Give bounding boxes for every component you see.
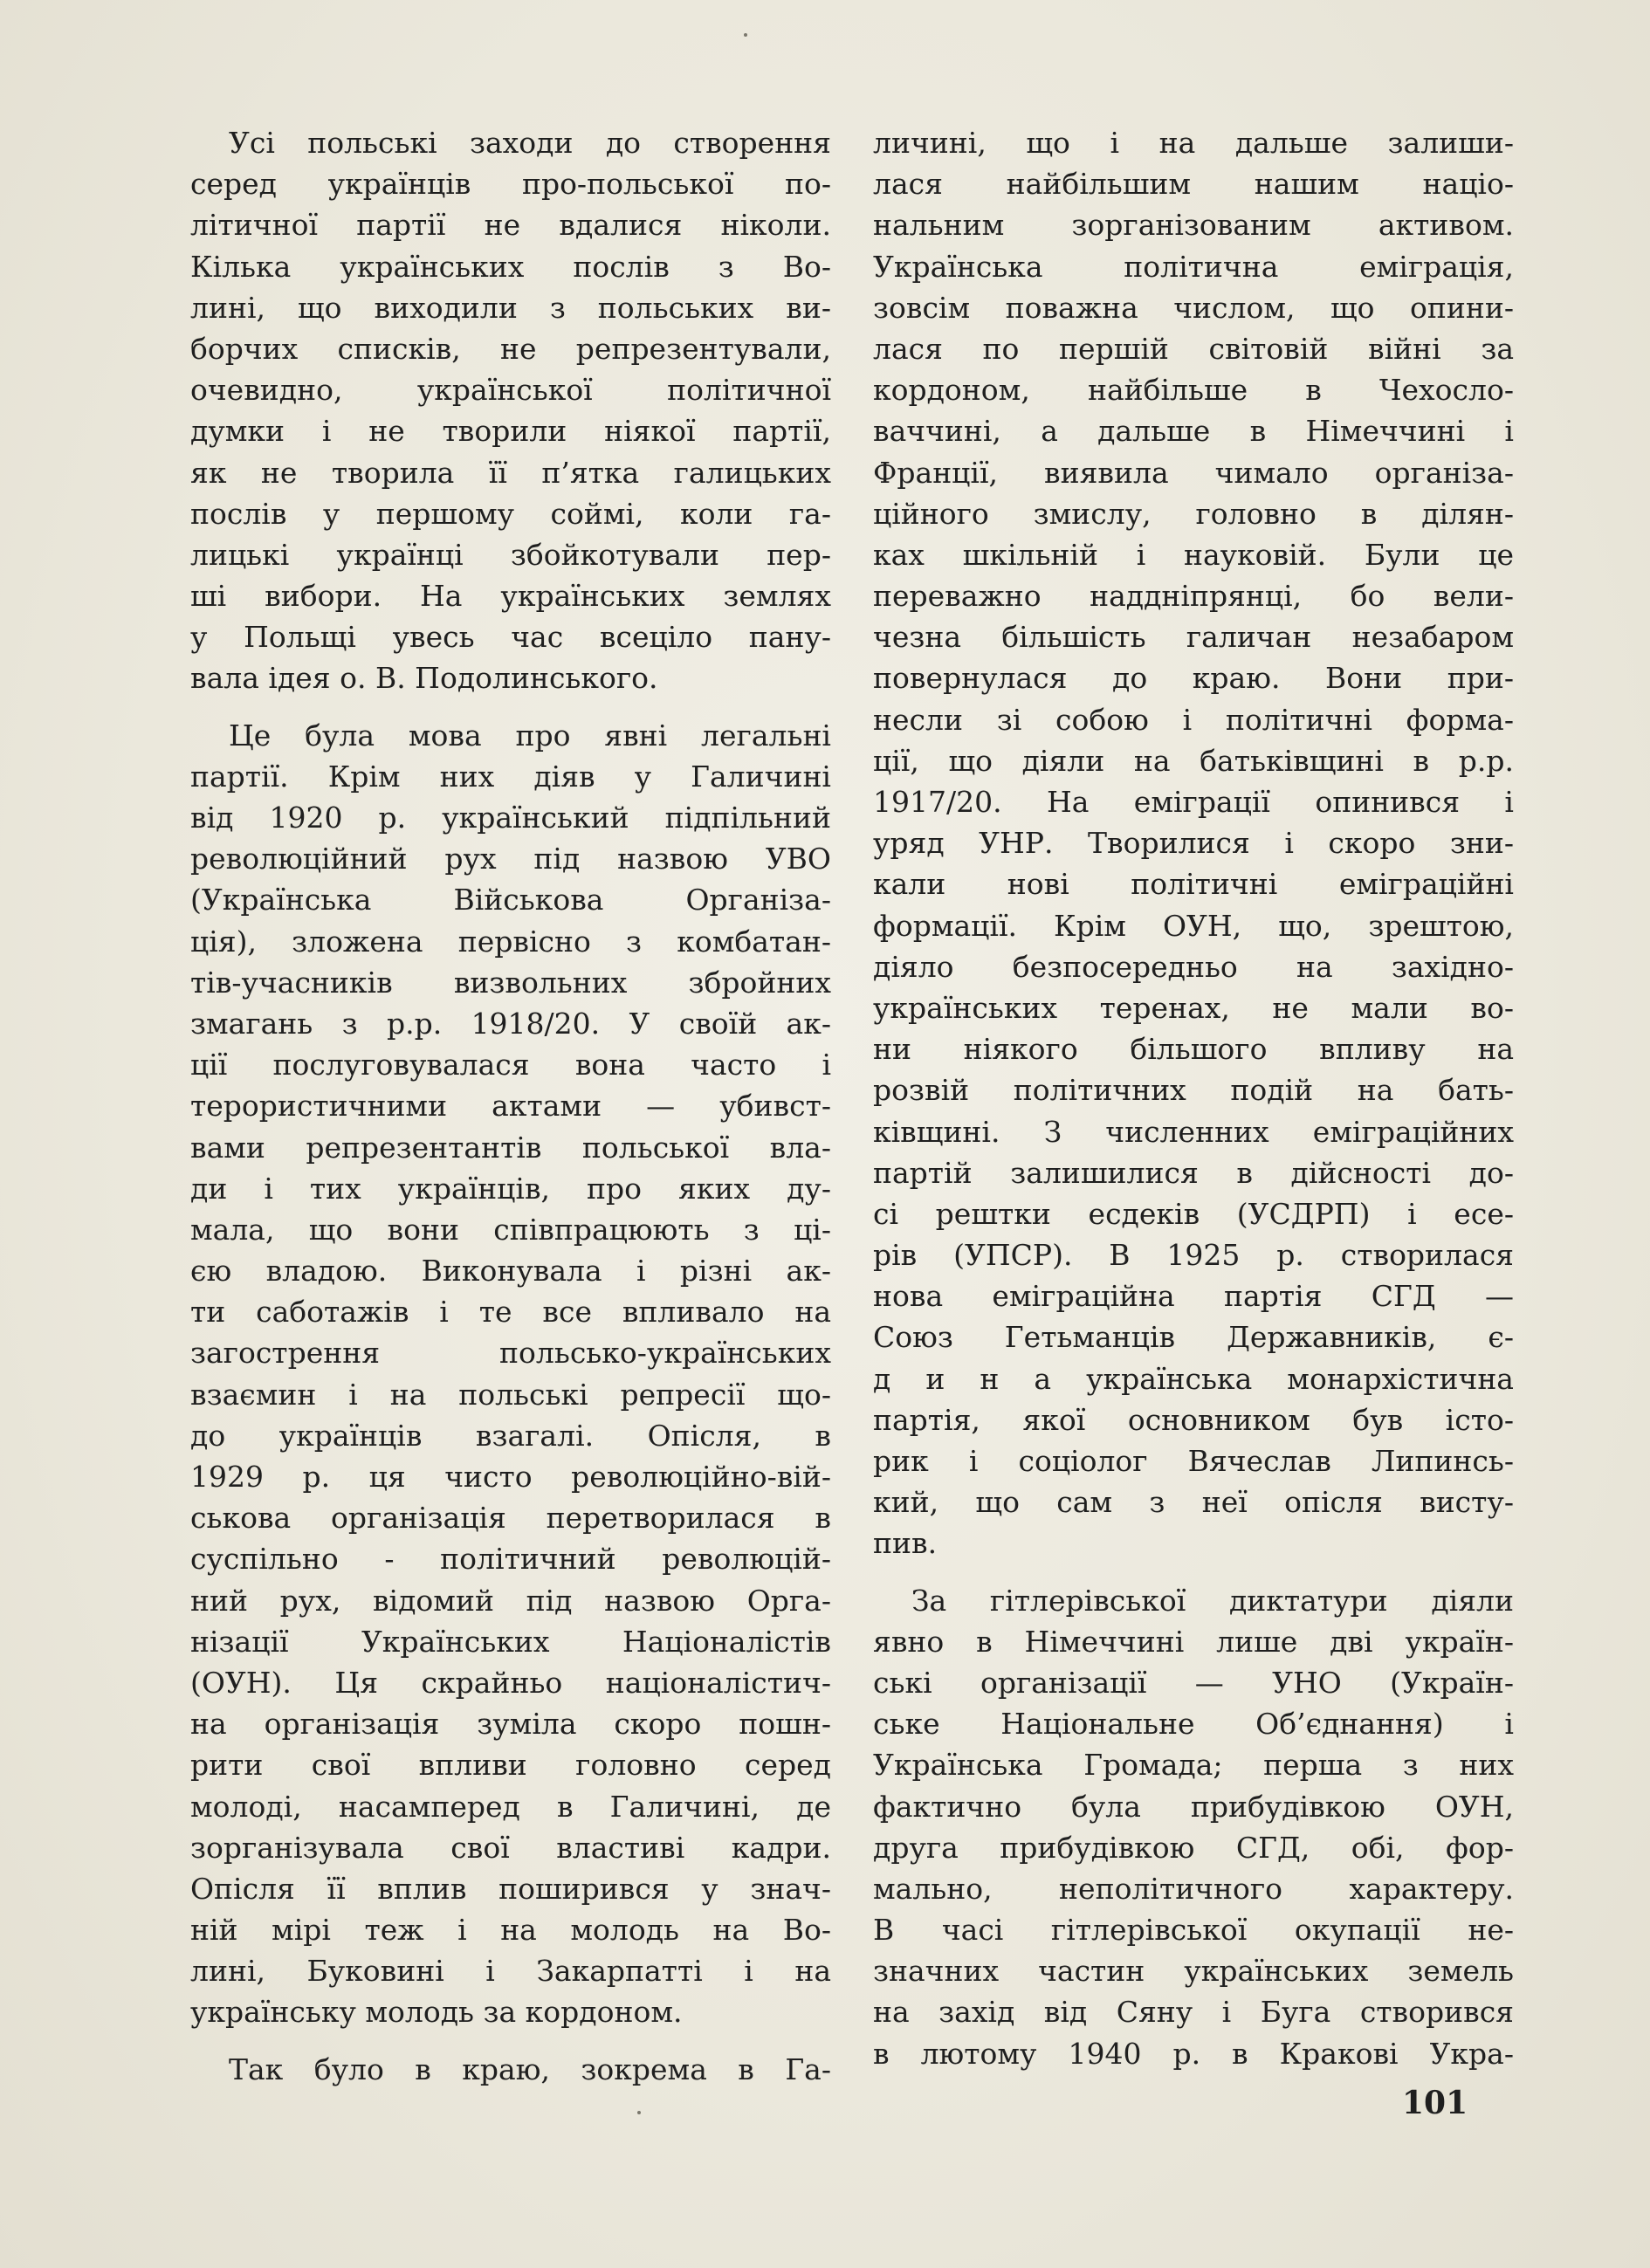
text-line: За гітлерівської диктатури діяли [911,1583,1514,1618]
text-line: як не творила її п’ятка галицьких [190,455,831,490]
text-line: українських теренах, не мали во- [873,990,1514,1025]
text-line: ції послуговувалася вона часто і [190,1048,831,1082]
text-line: в лютому 1940 р. в Кракові Укра- [873,2036,1514,2071]
text-line: борчих списків, не репрезентували, [190,331,831,366]
text-line: ськова організація перетворилася в [190,1501,831,1536]
text-line: українську молодь за кордоном. [190,1995,683,2030]
text-line: зовсім поважна числом, що опини- [873,290,1514,325]
text-line: до українців взагалі. Опісля, в [190,1418,831,1453]
text-line: ній мірі теж і на молодь на Во- [190,1913,831,1948]
text-line: ни ніякого більшого впливу на [873,1032,1514,1067]
text-line: ція), зложена первісно з комбатан- [190,924,831,959]
text-line: рити свої впливи головно серед [190,1748,831,1783]
text-line: фактично була прибудівкою ОУН, [873,1789,1514,1824]
text-line: (Українська Військова Організа- [190,883,831,918]
text-line: несли зі собою і політичні форма- [873,702,1514,737]
text-line: очевидно, української політичної [190,373,831,408]
text-line: Кілька українських послів з Во- [190,249,831,284]
text-line: на організація зуміла скоро пошн- [190,1707,831,1742]
text-line: ційного змислу, головно в ділян- [873,496,1514,531]
text-line: у Польщі увесь час всеціло пану- [190,620,831,655]
text-line: ші вибори. На українських землях [190,579,831,614]
text-line: мально, неполітичного характеру. [873,1871,1514,1906]
text-line: нізації Українських Націоналістів [190,1624,831,1659]
text-line: змагань з р.р. 1918/20. У своїй ак- [190,1006,831,1041]
text-line: сі рештки есдеків (УСДРП) і есе- [873,1196,1514,1231]
text-line: ти саботажів і те все впливало на [190,1295,831,1330]
text-line: Усі польські заходи до створення [229,126,831,160]
text-line: (ОУН). Ця скрайньо націоналістич- [190,1665,831,1700]
text-line: думки і не творили ніякої партії, [190,414,831,449]
text-line: ське Національне Об’єднання) і [873,1707,1514,1742]
paragraph-gap [873,1564,1514,1580]
text-line: літичної партії не вдалися ніколи. [190,208,831,243]
text-line: Франції, виявила чимало організа- [873,455,1514,490]
text-line: личині, що і на дальше залиши- [873,126,1514,160]
text-line: лині, що виходили з польських ви- [190,290,831,325]
text-line: чезна більшість галичан незабаром [873,620,1514,655]
text-line: рик і соціолог Вячеслав Липинсь- [873,1444,1514,1478]
text-line: суспільно - політичний революцій- [190,1542,831,1577]
text-line: кордоном, найбільше в Чехосло- [873,373,1514,408]
text-line: формації. Крім ОУН, що, зрештою, [873,908,1514,943]
text-line: вала ідея о. В. Подолинського. [190,661,658,696]
text-line: Українська Громада; перша з них [873,1748,1514,1783]
text-line: ські організації — УНО (Україн- [873,1665,1514,1700]
text-line: на захід від Сяну і Буга створився [873,1995,1514,2030]
text-line: від 1920 р. український підпільний [190,801,831,835]
text-line: Опісля її вплив поширився у знач- [190,1871,831,1906]
text-line: Це була мова про явні легальні [229,718,831,753]
text-line: лицькі українці збойкотували пер- [190,537,831,572]
text-line: зорганізувала свої властиві кадри. [190,1830,831,1865]
text-line: лася по першій світовій війні за [873,331,1514,366]
paragraph-gap [190,699,831,715]
text-line: значних частин українських земель [873,1954,1514,1989]
text-line: В часі гітлерівської окупації не- [873,1913,1514,1948]
text-line: д и н а українська монархістична [873,1361,1514,1396]
paper-speck [744,33,747,37]
text-line: лася найбільшим нашим націо- [873,167,1514,202]
text-line: явно в Німеччині лише дві україн- [873,1624,1514,1659]
text-line: повернулася до краю. Вони при- [873,661,1514,696]
text-line: тів-учасників визвольних збройних [190,965,831,1000]
page-number: 101 [1402,2085,1468,2121]
text-line: ди і тих українців, про яких ду- [190,1171,831,1206]
text-line: нова еміграційна партія СГД — [873,1279,1514,1314]
text-line: партії. Крім них діяв у Галичині [190,759,831,794]
text-line: мала, що вони співпрацюють з ці- [190,1212,831,1247]
text-line: молоді, насамперед в Галичині, де [190,1789,831,1824]
text-line: кали нові політичні еміграційні [873,867,1514,902]
text-line: Так було в краю, зокрема в Га- [229,2052,831,2086]
text-line: кий, що сам з неї опісля висту- [873,1485,1514,1520]
text-line: ківщині. З численних еміграційних [873,1114,1514,1149]
left-column [190,122,831,2090]
text-line: вами репрезентантів польської вла- [190,1130,831,1165]
text-line: загострення польсько-українських [190,1336,831,1371]
text-line: терористичними актами — убивст- [190,1089,831,1124]
text-line: пив. [873,1526,938,1561]
text-line: розвій політичних подій на бать- [873,1073,1514,1108]
text-line: рів (УПСР). В 1925 р. створилася [873,1238,1514,1273]
text-line: ції, що діяли на батьківщині в р.р. [873,743,1514,778]
text-line: 1917/20. На еміграції опинився і [873,785,1514,819]
text-line: нальним зорганізованим активом. [873,208,1514,243]
paper-speck [637,2111,641,2114]
text-line: уряд УНР. Творилися і скоро зни- [873,826,1514,861]
paragraph-gap [190,2033,831,2049]
right-column [873,122,1514,2074]
text-line: 1929 р. ця чисто революційно-вій- [190,1460,831,1494]
text-line: взаємин і на польські репресії що- [190,1377,831,1412]
text-line: ний рух, відомий під назвою Орга- [190,1583,831,1618]
text-line: друга прибудівкою СГД, обі, фор- [873,1830,1514,1865]
text-line: революційний рух під назвою УВО [190,842,831,876]
text-line: єю владою. Виконувала і різні ак- [190,1254,831,1289]
text-line: Союз Гетьманців Державників, є- [873,1320,1514,1355]
text-line: Українська політична еміграція, [873,249,1514,284]
text-line: партій залишилися в дійсності до- [873,1155,1514,1190]
text-line: серед українців про-польської по- [190,167,831,202]
text-line: послів у першому соймі, коли га- [190,496,831,531]
text-line: ках шкільній і науковій. Були це [873,537,1514,572]
text-line: ваччині, а дальше в Німеччині і [873,414,1514,449]
text-line: діяло безпосередньо на західно- [873,949,1514,984]
text-line: лині, Буковині і Закарпатті і на [190,1954,831,1989]
text-line: партія, якої основником був істо- [873,1402,1514,1437]
text-line: переважно наддніпрянці, бо вели- [873,579,1514,614]
